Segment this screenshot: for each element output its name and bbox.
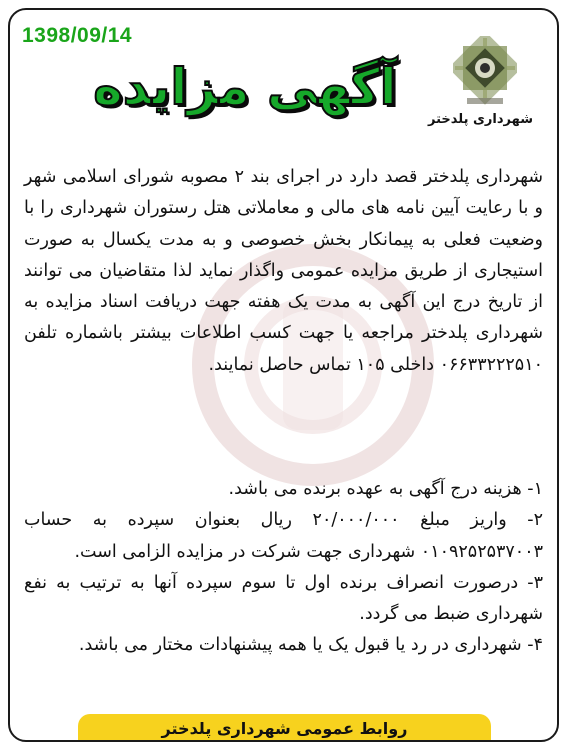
- municipality-logo: [428, 36, 533, 127]
- notice-title: آگهی مزایده: [93, 58, 397, 116]
- body-paragraph: شهرداری پلدختر قصد دارد در اجرای بند ۲ مصوبه شورای اسلامی شهر و با رعایت آیین نامه های مالی و معاملاتی هتل رستوران شهرداری را با وضعیت فعلی به پیمانکار بخش خصوصی و به مدت یکسال به صورت استیجاری از طریق مزایده عمومی واگذار نماید لذا متقاضیان می توانند از تاریخ درج این آگهی به مدت یک هفته جهت دریافت اسناد مزایده به شهرداری پلدختر مراجعه یا جهت کسب اطلاعات بیشتر باشماره تلفن ۰۶۶۳۳۲۲۲۵۱۰ داخلی ۱۰۵ تماس حاصل نمایند.: [24, 167, 543, 375]
- logo-organization-name: شهرداری پلدختر: [428, 112, 533, 127]
- condition-item: ۴- شهرداری در رد یا قبول یک یا همه پیشنهادات مختار می باشد.: [78, 635, 543, 656]
- notice-date: 1398/09/14: [22, 24, 133, 47]
- footer-banner: روابط عمومی شهرداری پلدختر: [78, 714, 491, 742]
- notice-frame: [8, 8, 559, 742]
- condition-item: ۱- هزینه درج آگهی به عهده برنده می باشد.: [228, 479, 543, 499]
- notice-body: [24, 162, 543, 381]
- conditions-list: [24, 474, 543, 662]
- municipality-emblem-icon: [453, 36, 517, 110]
- condition-item: ۳- درصورت انصراف برنده اول تا سوم سپرده آنها به ترتیب به نفع شهرداری ضبط می گردد.: [24, 572, 543, 625]
- condition-item: ۲- واریز مبلغ ۲۰/۰۰۰/۰۰۰ ریال بعنوان سپرده به حساب ۰۱۰۹۲۵۲۵۳۷۰۰۳ شهرداری جهت شرکت در مزایده الزامی است.: [24, 510, 543, 562]
